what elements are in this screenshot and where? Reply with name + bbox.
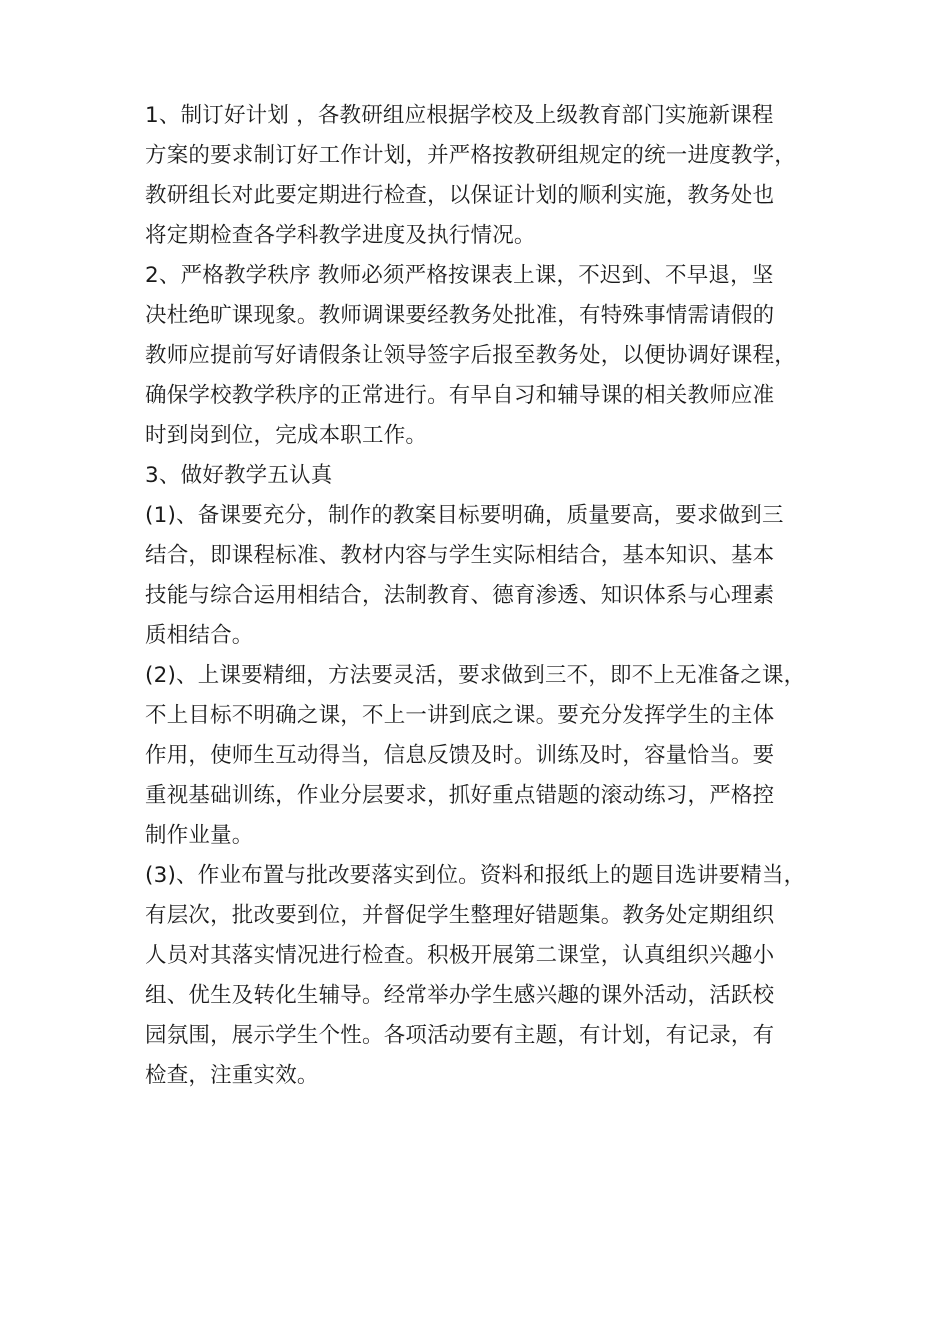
text-line: 2、严格教学秩序 教师必须严格按课表上课，不迟到、不早退，坚: [145, 263, 774, 288]
text-line: 制作业量。: [145, 823, 254, 848]
text-line: (3)、作业布置与批改要落实到位。资料和报纸上的题目选讲要精当，: [145, 863, 806, 888]
text-line: 组、优生及转化生辅导。经常举办学生感兴趣的课外活动，活跃校: [145, 983, 775, 1008]
text-line: 检查，注重实效。: [145, 1063, 319, 1088]
text-line: 将定期检查各学科教学进度及执行情况。: [145, 223, 536, 248]
text-line: (1)、备课要充分，制作的教案目标要明确，质量要高，要求做到三: [145, 503, 784, 528]
text-line: 重视基础训练，作业分层要求，抓好重点错题的滚动练习，严格控: [145, 783, 775, 808]
text-line: 园氛围，展示学生个性。各项活动要有主题，有计划，有记录，有: [145, 1023, 775, 1048]
text-line: 时到岗到位，完成本职工作。: [145, 423, 428, 448]
section-heading: 3、做好教学五认真: [145, 463, 333, 488]
text-line: 作用，使师生互动得当，信息反馈及时。训练及时，容量恰当。要: [145, 743, 775, 768]
text-line: 人员对其落实情况进行检查。积极开展第二课堂，认真组织兴趣小: [145, 943, 775, 968]
text-line: 技能与综合运用相结合，法制教育、德育渗透、知识体系与心理素: [145, 583, 775, 608]
text-line: 教师应提前写好请假条让领导签字后报至教务处，以便协调好课程，: [145, 343, 797, 368]
text-line: 确保学校教学秩序的正常进行。有早自习和辅导课的相关教师应准: [145, 383, 775, 408]
text-line: 质相结合。: [145, 623, 254, 648]
text-line: 结合，即课程标准、教材内容与学生实际相结合，基本知识、基本: [145, 543, 775, 568]
text-line: 有层次，批改要到位，并督促学生整理好错题集。教务处定期组织: [145, 903, 775, 928]
text-line: 教研组长对此要定期进行检查，以保证计划的顺利实施，教务处也: [145, 183, 775, 208]
text-line: 决杜绝旷课现象。教师调课要经教务处批准，有特殊事情需请假的: [145, 303, 775, 328]
text-line: 不上目标不明确之课，不上一讲到底之课。要充分发挥学生的主体: [145, 703, 775, 728]
text-line: (2)、上课要精细，方法要灵活，要求做到三不，即不上无准备之课，: [145, 663, 806, 688]
text-line: 1、制订好计划 ，各教研组应根据学校及上级教育部门实施新课程: [145, 103, 774, 128]
document-body: [145, 96, 835, 1096]
text-line: 方案的要求制订好工作计划，并严格按教研组规定的统一进度教学，: [145, 143, 797, 168]
